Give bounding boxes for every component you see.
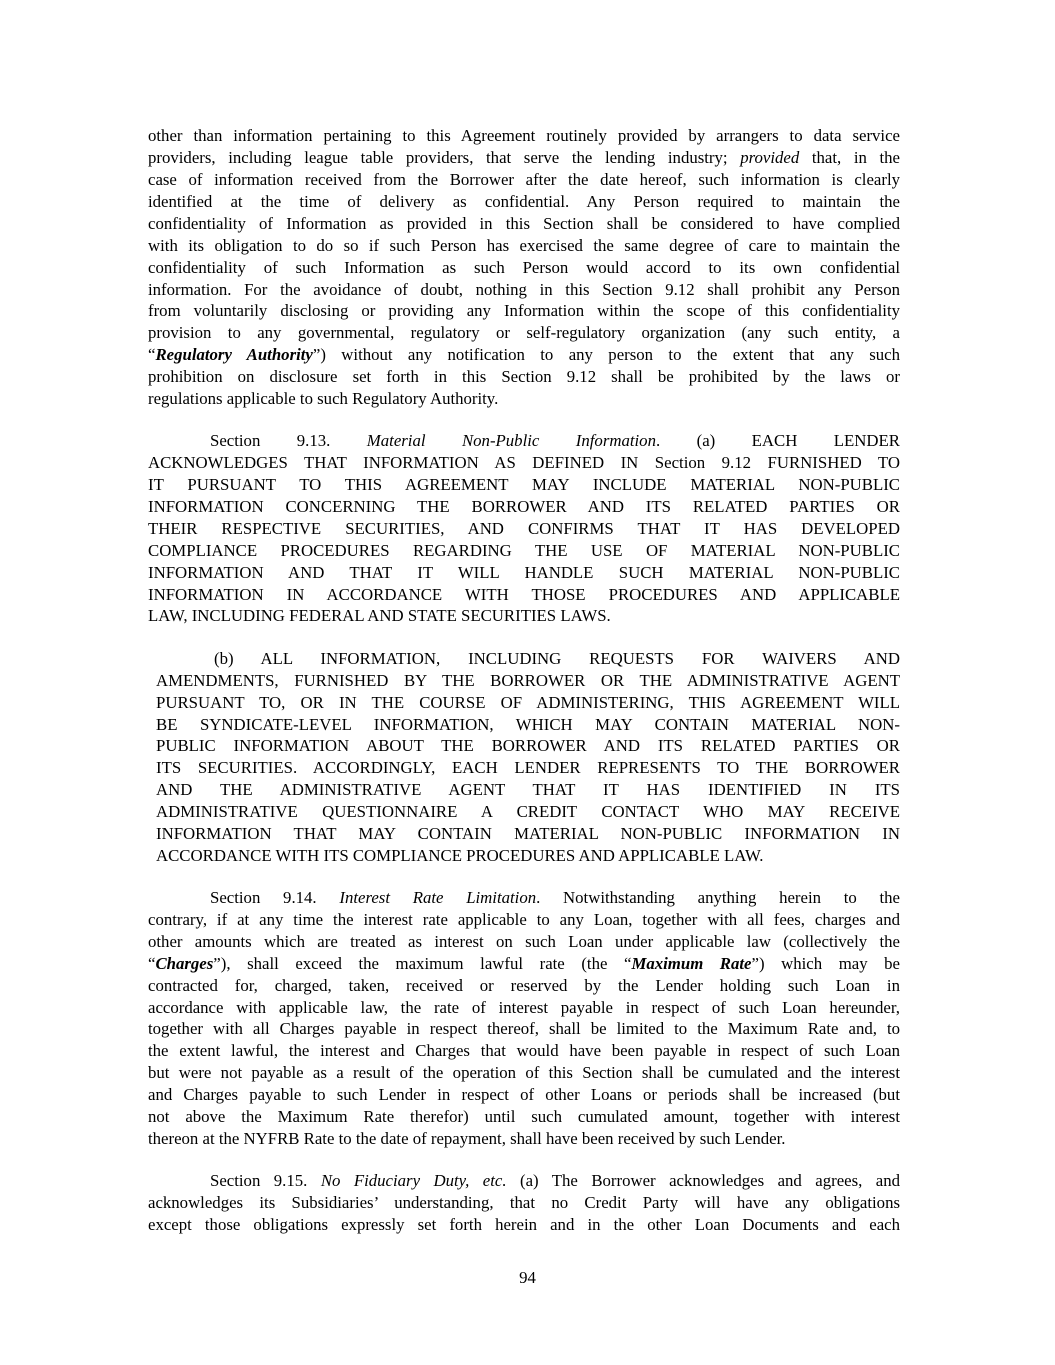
text-line: ITS SECURITIES. ACCORDINGLY, EACH LENDER REPRESENTS TO THE BORROWER <box>156 758 900 777</box>
defined-term: Charges <box>155 954 214 973</box>
text-line: acknowledges its Subsidiaries’ understanding, that no Credit Party will have any obligations <box>148 1193 900 1212</box>
text-line: contracted for, charged, taken, received or reserved by the Lender holding such Loan in <box>148 976 900 995</box>
text-line: other than information pertaining to this Agreement routinely provided by arrangers to data service <box>148 126 900 145</box>
text-line: information. For the avoidance of doubt, nothing in this Section 9.12 shall prohibit any Person <box>148 280 900 299</box>
text-line: accordance with applicable law, the rate of interest payable in respect of such Loan hereunder, <box>148 998 900 1017</box>
text-line: PUBLIC INFORMATION ABOUT THE BORROWER AND ITS RELATED PARTIES OR <box>156 736 900 755</box>
text-line: confidentiality of Information as provided in this Section shall be considered to have complied <box>148 214 900 233</box>
text-line: “Regulatory Authority”) without any notification to any person to the extent that any such <box>148 345 900 364</box>
text-line: provision to any governmental, regulatory or self-regulatory organization (any such entity, a <box>148 323 900 342</box>
text-line: not above the Maximum Rate therefor) until such cumulated amount, together with interest <box>148 1107 900 1126</box>
text-line: the extent lawful, the interest and Charges that would have been payable in respect of such Loan <box>148 1041 900 1060</box>
section-heading-line: Section 9.14. Interest Rate Limitation. Notwithstanding anything herein to the <box>210 888 900 907</box>
text-line: providers, including league table providers, that serve the lending industry; provided that, in the <box>148 148 900 167</box>
text-line: BE SYNDICATE-LEVEL INFORMATION, WHICH MAY CONTAIN MATERIAL NON- <box>156 715 900 734</box>
section-number: Section 9.14. <box>210 888 317 907</box>
text-line: case of information received from the Borrower after the date hereof, such information is clearly <box>148 170 900 189</box>
section-title: Interest Rate Limitation <box>339 888 537 907</box>
text-line: with its obligation to do so if such Person has exercised the same degree of care to maintain the <box>148 236 900 255</box>
text-line: and Charges payable to such Lender in respect of other Loans or periods shall be increased (but <box>148 1085 900 1104</box>
text-line: contrary, if at any time the interest rate applicable to any Loan, together with all fees, charges and <box>148 910 900 929</box>
text-line: LAW, INCLUDING FEDERAL AND STATE SECURITIES LAWS. <box>148 606 611 625</box>
text-line: other amounts which are treated as interest on such Loan under applicable law (collectively the <box>148 932 900 951</box>
text-line: ADMINISTRATIVE QUESTIONNAIRE A CREDIT CONTACT WHO MAY RECEIVE <box>156 802 900 821</box>
text-line: COMPLIANCE PROCEDURES REGARDING THE USE OF MATERIAL NON-PUBLIC <box>148 541 900 560</box>
text-line: but were not payable as a result of the operation of this Section shall be cumulated and the interest <box>148 1063 900 1082</box>
text-line: IT PURSUANT TO THIS AGREEMENT MAY INCLUDE MATERIAL NON-PUBLIC <box>148 475 900 494</box>
defined-term: Maximum Rate <box>631 954 752 973</box>
text-line: THEIR RESPECTIVE SECURITIES, AND CONFIRMS THAT IT HAS DEVELOPED <box>148 519 900 538</box>
section-number: Section 9.15. <box>210 1171 308 1190</box>
text-line: together with all Charges payable in respect thereof, shall be limited to the Maximum Rate and, to <box>148 1019 900 1038</box>
text-line: (b) ALL INFORMATION, INCLUDING REQUESTS FOR WAIVERS AND <box>214 649 900 668</box>
text-line: identified at the time of delivery as confidential. Any Person required to maintain the <box>148 192 900 211</box>
text-line: ACKNOWLEDGES THAT INFORMATION AS DEFINED IN Section 9.12 FURNISHED TO <box>148 453 900 472</box>
section-heading-line: Section 9.15. No Fiduciary Duty, etc. (a) The Borrower acknowledges and agrees, and <box>210 1171 900 1190</box>
text-line: “Charges”), shall exceed the maximum lawful rate (the “Maximum Rate”) which may be <box>148 954 900 973</box>
text-line: INFORMATION THAT MAY CONTAIN MATERIAL NON-PUBLIC INFORMATION IN <box>156 824 900 843</box>
text-line: INFORMATION IN ACCORDANCE WITH THOSE PROCEDURES AND APPLICABLE <box>148 585 900 604</box>
text-line: regulations applicable to such Regulatory Authority. <box>148 389 499 408</box>
text-line: ACCORDANCE WITH ITS COMPLIANCE PROCEDURES AND APPLICABLE LAW. <box>156 846 764 865</box>
section-heading-line: Section 9.13. Material Non-Public Information. (a) EACH LENDER <box>210 431 900 450</box>
section-title: Material Non-Public Information <box>366 431 656 450</box>
page-number: 94 <box>519 1268 536 1287</box>
text-line: confidentiality of such Information as such Person would accord to its own confidential <box>148 258 900 277</box>
text-line: thereon at the NYFRB Rate to the date of repayment, shall have been received by such Lender. <box>148 1129 786 1148</box>
text-line: prohibition on disclosure set forth in this Section 9.12 shall be prohibited by the laws or <box>148 367 900 386</box>
text-line: from voluntarily disclosing or providing any Information within the scope of this confidentiality <box>148 301 900 320</box>
text-line: PURSUANT TO, OR IN THE COURSE OF ADMINISTERING, THIS AGREEMENT WILL <box>156 693 900 712</box>
text-line: INFORMATION AND THAT IT WILL HANDLE SUCH MATERIAL NON-PUBLIC <box>148 563 900 582</box>
italic-term: provided <box>740 148 800 167</box>
defined-term: Regulatory Authority <box>155 345 313 364</box>
section-title: No Fiduciary Duty, etc. <box>320 1171 507 1190</box>
section-number: Section 9.13. <box>210 431 331 450</box>
text-line: AMENDMENTS, FURNISHED BY THE BORROWER OR THE ADMINISTRATIVE AGENT <box>156 671 900 690</box>
text-line: AND THE ADMINISTRATIVE AGENT THAT IT HAS IDENTIFIED IN ITS <box>156 780 900 799</box>
text-line: INFORMATION CONCERNING THE BORROWER AND ITS RELATED PARTIES OR <box>148 497 900 516</box>
text-line: except those obligations expressly set forth herein and in the other Loan Documents and each <box>148 1215 900 1234</box>
